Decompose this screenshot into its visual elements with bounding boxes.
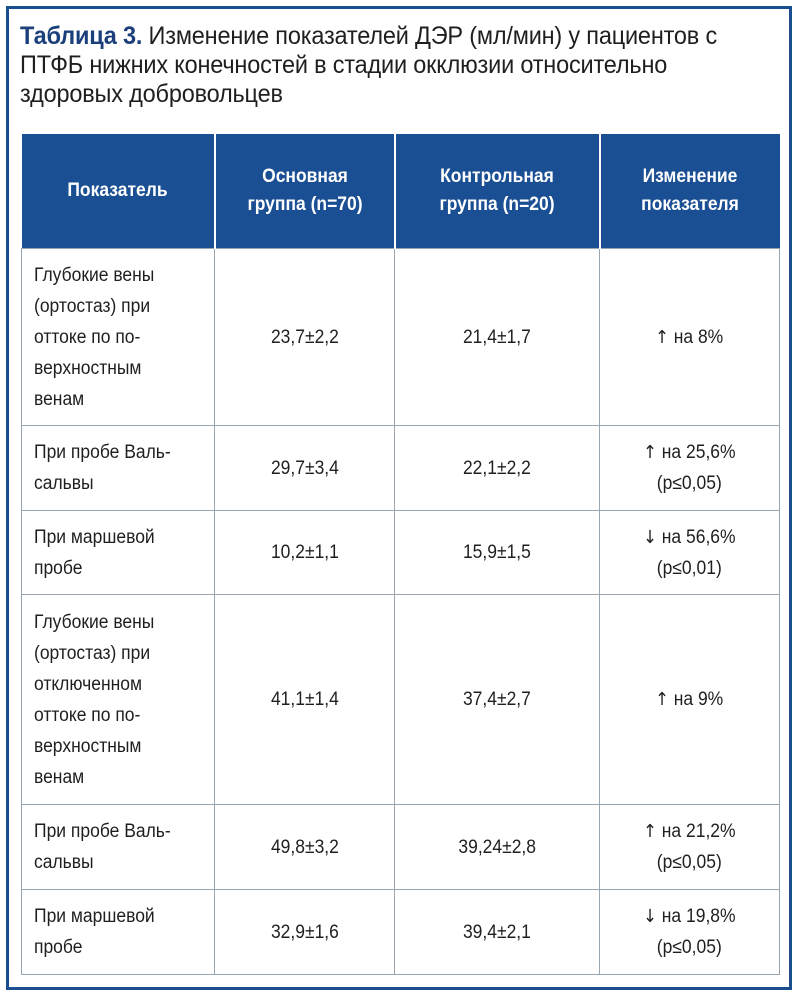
arrow-down-icon: ↓ — [643, 526, 658, 548]
table-row — [22, 890, 780, 975]
control-group-value: 21,4±1,7 — [395, 249, 600, 426]
main-group-value: 23,7±2,2 — [215, 249, 395, 426]
main-group-value: 49,8±3,2 — [215, 805, 395, 890]
row-label: При пробе Вальсальвы — [22, 426, 215, 511]
row-label: Глубокие вены (ортостаз) при оттоке по поверхностным венам — [22, 249, 215, 426]
change-value: ↑ на 9% — [600, 595, 780, 805]
control-group-value: 39,4±2,1 — [395, 890, 600, 975]
row-label: Глубокие вены (ортостаз) при отключенном оттоке по поверхностным венам — [22, 595, 215, 805]
table-row — [22, 511, 780, 595]
control-group-value: 15,9±1,5 — [395, 511, 600, 595]
arrow-up-icon: ↑ — [655, 326, 670, 348]
table-row — [22, 426, 780, 511]
table-number: Таблица 3. — [20, 22, 143, 50]
header-main-group: Основная группа (n=70) — [215, 134, 395, 249]
main-group-value: 10,2±1,1 — [215, 511, 395, 595]
main-group-value: 41,1±1,4 — [215, 595, 395, 805]
control-group-value: 22,1±2,2 — [395, 426, 600, 511]
header-change: Изменение показателя — [600, 134, 780, 249]
arrow-up-icon: ↑ — [643, 821, 658, 842]
main-group-value: 29,7±3,4 — [215, 426, 395, 511]
change-value: ↑ на 25,6% (р≤0,05) — [600, 426, 780, 511]
row-label: При пробе Вальсальвы — [22, 805, 215, 890]
p-value: (р≤0,05) — [656, 852, 722, 873]
arrow-up-icon: ↑ — [643, 442, 658, 463]
p-value: (р≤0,05) — [656, 937, 722, 958]
table-title — [20, 22, 734, 109]
header-row — [22, 134, 780, 249]
change-value: ↑ на 21,2% (р≤0,05) — [600, 805, 780, 890]
arrow-up-icon: ↑ — [655, 689, 670, 710]
control-group-value: 37,4±2,7 — [395, 595, 600, 805]
change-value: ↓ на 56,6% (р≤0,01) — [600, 511, 780, 595]
table-row — [22, 595, 780, 805]
change-value: ↓ на 19,8% (р≤0,05) — [600, 890, 780, 975]
row-label: При маршевой пробе — [22, 890, 215, 975]
p-value: (р≤0,05) — [656, 473, 722, 494]
main-group-value: 32,9±1,6 — [215, 890, 395, 975]
p-value: (р≤0,01) — [656, 557, 722, 579]
header-indicator: Показатель — [22, 134, 215, 249]
change-value: ↑ на 8% — [600, 249, 780, 426]
table-row — [22, 249, 780, 426]
row-label: При маршевой пробе — [22, 511, 215, 595]
data-table — [21, 134, 780, 975]
arrow-down-icon: ↓ — [643, 906, 658, 927]
table-caption: Изменение показателей ДЭР (мл/мин) у пациентов с ПТФБ нижних конечностей в стадии окклюзии относительно здоровых добровольцев — [20, 22, 718, 108]
control-group-value: 39,24±2,8 — [395, 805, 600, 890]
table-row — [22, 805, 780, 890]
header-control-group: Контрольная группа (n=20) — [395, 134, 600, 249]
